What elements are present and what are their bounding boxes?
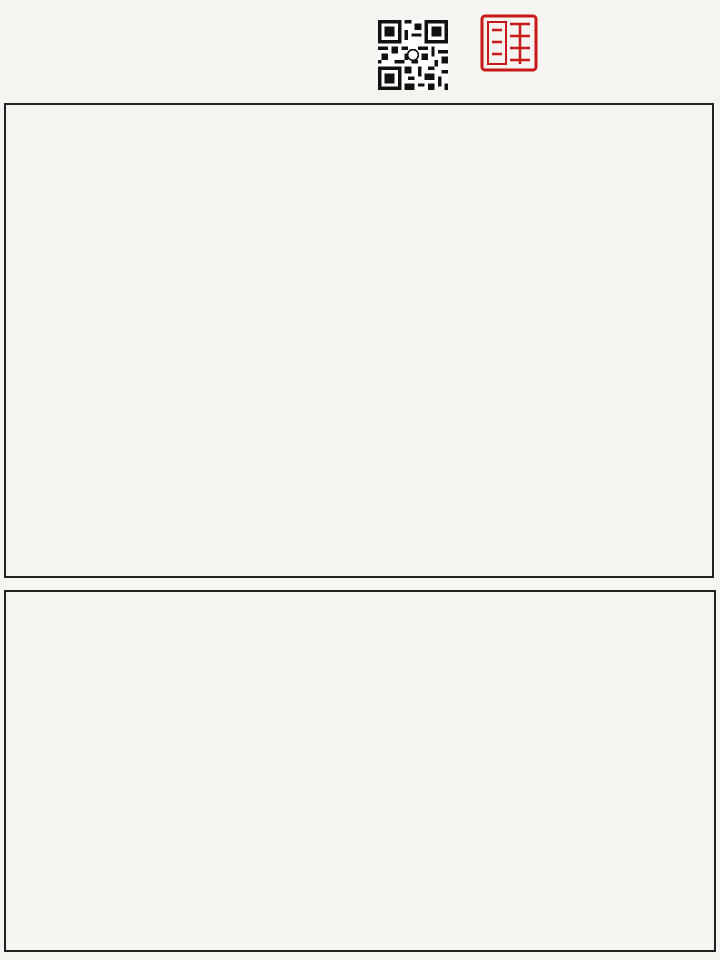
qr-code-icon	[378, 20, 448, 90]
chart-main	[4, 103, 714, 578]
red-seal-icon	[480, 14, 538, 72]
annual-luck-table	[4, 590, 716, 952]
